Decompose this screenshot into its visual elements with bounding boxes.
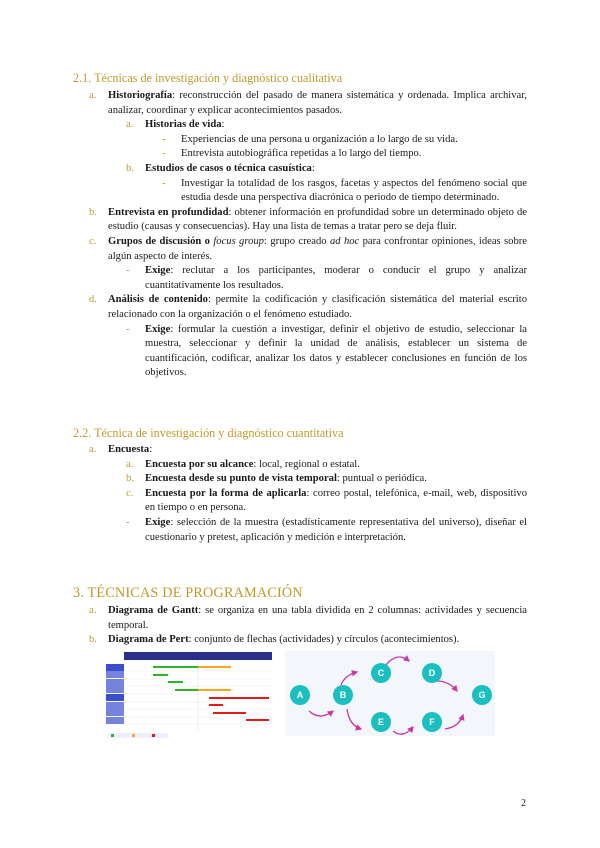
dash-marker: - [162,177,166,189]
term: Exige [145,323,171,335]
term: Exige [145,265,171,277]
bullet-text: : formular la cuestión a investigar, definir el objetivo de estudio, seleccionar la muestra, seleccionar y definir la unidad de análisis, establecer un sistema de cuantificación, codificar, analizar los datos y establecer conclusiones en función de los objetivos. [145,323,527,379]
term: Diagrama de Gantt [108,605,199,616]
list-item-gantt [89,604,527,633]
term: Encuesta [108,444,150,455]
list-marker: b. [89,634,97,646]
list-marker: a. [89,444,97,455]
term: Diagrama de Pert [108,634,189,646]
list-item-estudios-de-casos [126,162,527,177]
bullet-text: : reclutar a los participantes, moderar o conducir el grupo y analizar cuantitativamente los resultados. [145,265,527,291]
dash-marker: - [126,265,130,277]
term: Grupos de discusión o [108,235,214,247]
bullet-text: Experiencias de una persona u organización a lo largo de su vida. [181,133,458,145]
definition: : grupo creado [263,235,330,247]
definition: : [221,119,225,131]
definition: : conjunto de flechas (actividades) y círculos (acontecimientos). [188,634,460,646]
section-2-2-list [0,443,600,545]
list-marker: b. [126,473,134,485]
list-item [126,472,527,487]
section-heading-3: 3. TÉCNICAS DE PROGRAMACIÓN [73,585,303,601]
definition: : reconstrucción del pasado de manera sistemática y ordenada. Implica archivar, analizar, coordinar y explicar acontecimientos pasados. [108,90,527,116]
term: Encuesta por la forma de aplicarla [145,487,307,499]
pert-node-f: F [422,712,442,732]
list-marker: b. [126,162,134,174]
list-marker: a. [89,90,97,101]
definition: : se organiza en una tabla dividida en 2 columnas: actividades y secuencia temporal. [108,605,527,631]
pert-node-a: A [290,685,310,705]
list-item-encuesta [89,443,527,458]
section-3-list [0,604,600,648]
section-2-1-list [0,89,600,381]
bullet-item [126,323,527,381]
bullet-item [126,516,527,545]
list-item [126,458,527,473]
pert-node-d: D [422,663,442,683]
page-number: 2 [521,798,526,809]
pert-node-c: C [371,663,391,683]
term: Estudios de casos o técnica casuística [145,162,312,174]
list-item-pert [89,633,527,648]
list-item-entrevista [89,206,527,235]
list-marker: a. [126,119,134,131]
dash-marker: - [126,516,130,528]
dash-marker: - [126,323,130,335]
bullet-text: : selección de la muestra (estadísticamente representativa del universo), diseñar el cuestionario y pretest, aplicación y medición e interpretación. [145,516,527,543]
bullet-item [162,147,527,162]
pert-diagram [285,651,495,736]
term: Historias de vida [145,119,222,131]
list-item [126,487,528,516]
list-marker: a. [126,458,134,470]
bullet-item [162,177,527,206]
list-marker: b. [89,206,97,218]
term: Encuesta desde su punto de vista temporal [145,473,337,485]
term: Historiografía [108,90,173,101]
definition: : permite la codificación y clasificación sistemática del material escrito relacionado con la organización o el fenómeno estudiado. [108,294,527,320]
list-item-historiografia [89,89,527,118]
bullet-text: Entrevista autobiográfica repetidas a lo largo del tiempo. [181,148,422,160]
gantt-chart-image [106,652,272,738]
list-marker: a. [89,605,97,616]
definition: : obtener información en profundidad sobre un determinado objeto de estudio (causas y consecuencias). Hay una lista de temas a tratar pero se deja fluir. [108,206,527,233]
bullet-item [126,264,527,293]
section-heading-2-1: 2.1. Técnicas de investigación y diagnóstico cualitativa [73,71,343,85]
dash-marker: - [162,148,166,160]
list-marker: c. [89,235,97,247]
list-item-grupos-de-discusion [89,235,527,264]
bullet-item [162,133,527,148]
term: Exige [145,516,171,528]
pert-node-b: B [333,685,353,705]
term: Análisis de contenido [108,294,208,306]
definition: : puntual o periódica. [336,473,427,485]
pert-node-e: E [371,712,391,732]
italic-text: ad hoc [329,235,360,247]
term: Encuesta por su alcance [145,458,254,470]
list-item-analisis-de-contenido [89,293,527,322]
bullet-text: Investigar la totalidad de los rasgos, facetas y aspectos del fenómeno social que estudia desde una perspectiva diacrónica o periodo de tiempo determinado. [181,177,527,204]
definition: : [149,444,153,455]
dash-marker: - [162,133,166,145]
term-italic: focus group [213,235,264,247]
definition: : correo postal, telefónica, e-mail, web, dispositivo en tiempo o en persona. [145,487,528,514]
section-heading-2-2: 2.2. Técnica de investigación y diagnóstico cuantitativa [73,426,344,440]
definition: : [311,162,315,174]
term: Entrevista en profundidad [108,206,229,218]
definition: para confrontar opiniones, ideas sobre algún aspecto de interés. [108,235,527,262]
list-marker: c. [126,487,134,499]
definition: : local, regional o estatal. [253,458,360,470]
list-marker: d. [89,294,97,306]
list-item-historias-de-vida [126,118,527,133]
pert-node-g: G [472,685,492,705]
